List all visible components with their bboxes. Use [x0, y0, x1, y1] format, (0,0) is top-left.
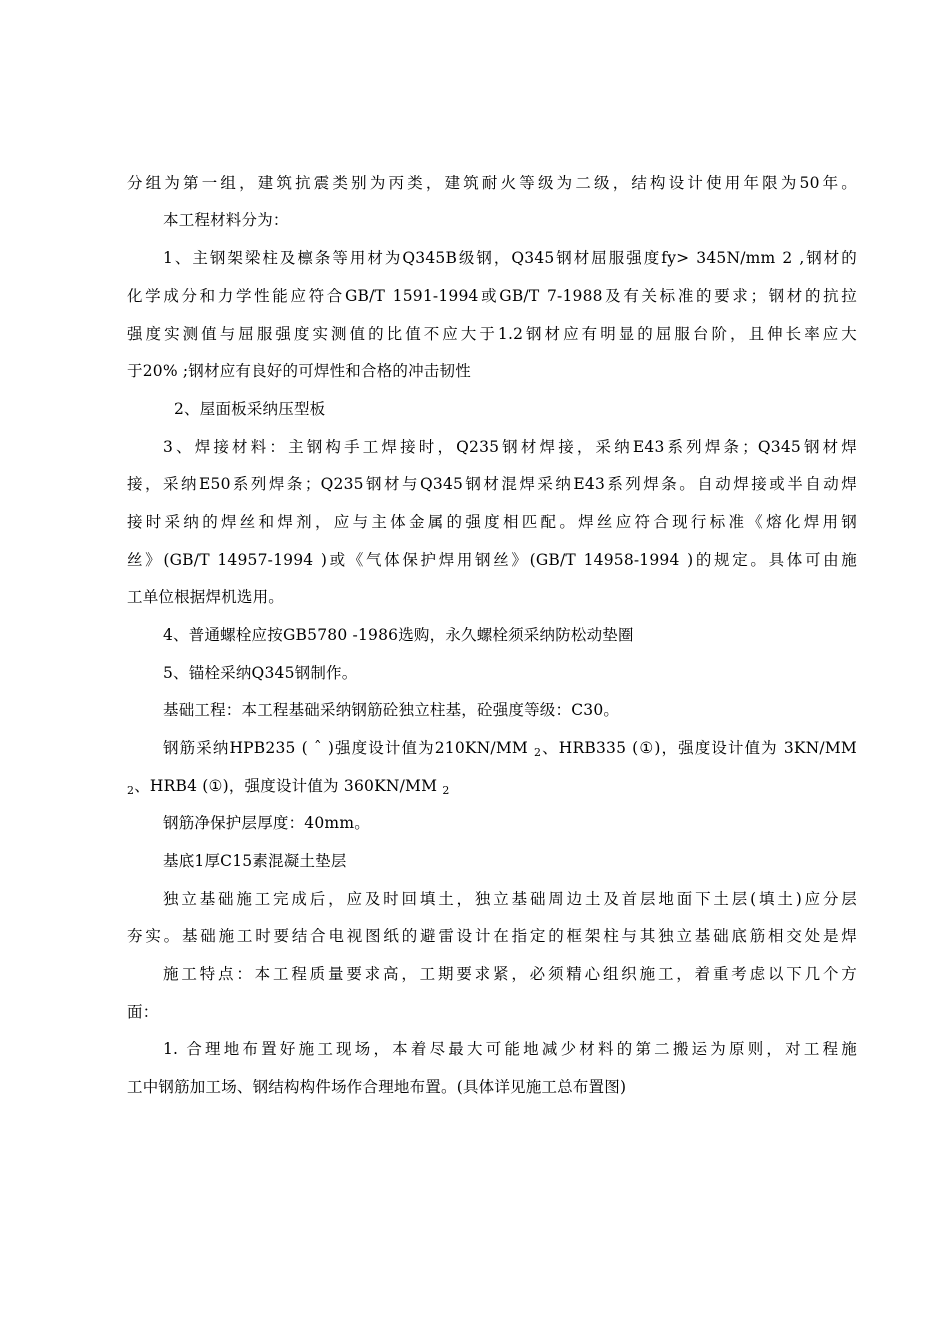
paragraph-line-21: 夯实。基础施工时要结合电视图纸的避雷设计在指定的框架柱与其独立基础底筋相交处是焊: [127, 927, 857, 945]
paragraph-line-8: 3、焊接材料：主钢构手工焊接时，Q235钢材焊接，采纳E43系列焊条；Q345钢材焊: [163, 438, 857, 456]
paragraph-line-17: [127, 774, 857, 800]
paragraph-line-23: 面：: [127, 1003, 159, 1021]
paragraph-line-14: 5、锚栓采纳Q345钢制作。: [163, 664, 358, 682]
rebar-text-b: 、HRB335 (①)，强度设计值为 3KN/MM: [541, 739, 857, 757]
paragraph-line-9: 接，采纳E50系列焊条；Q235钢材与Q345钢材混焊采纳E43系列焊条。自动焊接或半自动焊: [127, 475, 857, 493]
paragraph-line-12: 工单位根据焊机选用。: [127, 588, 285, 606]
subscript-2: 2: [534, 746, 542, 759]
paragraph-line-10: 接时采纳的焊丝和焊剂，应与主体金属的强度相匹配。焊丝应符合现行标准《熔化焊用钢: [127, 513, 857, 531]
paragraph-line-2: 本工程材料分为：: [163, 211, 289, 229]
subscript-2: 2: [442, 784, 450, 797]
paragraph-line-25: 工中钢筋加工场、钢结构构件场作合理地布置。(具体详见施工总布置图): [127, 1078, 627, 1096]
paragraph-line-5: 强度实测值与屈服强度实测值的比值不应大于1.2钢材应有明显的屈服台阶，且伸长率应大: [127, 325, 857, 343]
paragraph-line-3: 1、主钢架梁柱及檩条等用材为Q345B级钢，Q345钢材屈服强度fy> 345N/mm 2 ,钢材的: [163, 249, 857, 267]
paragraph-line-1: 分组为第一组，建筑抗震类别为丙类，建筑耐火等级为二级，结构设计使用年限为50年。: [127, 174, 857, 192]
paragraph-line-16: [163, 736, 857, 762]
paragraph-line-15: 基础工程：本工程基础采纳钢筋砼独立柱基，砼强度等级：C30。: [163, 701, 620, 719]
paragraph-line-18: 钢筋净保护层厚度：40mm。: [163, 814, 370, 832]
rebar-text-c: 、HRB4 (①)，强度设计值为 360KN/MM: [134, 777, 443, 795]
paragraph-line-22: 施工特点：本工程质量要求高，工期要求紧，必须精心组织施工，着重考虑以下几个方: [163, 965, 857, 983]
paragraph-line-20: 独立基础施工完成后，应及时回填土，独立基础周边土及首层地面下土层(填土)应分层: [163, 890, 857, 908]
paragraph-line-11: 丝》(GB/T 14957-1994 )或《气体保护焊用钢丝》(GB/T 14958-1994 )的规定。具体可由施: [127, 551, 857, 569]
rebar-text-a: 钢筋采纳HPB235 ( ˆ )强度设计值为210KN/MM: [163, 739, 535, 757]
paragraph-line-24: 1. 合理地布置好施工现场，本着尽最大可能地减少材料的第二搬运为原则，对工程施: [163, 1040, 857, 1058]
paragraph-line-6: 于20% ;钢材应有良好的可焊性和合格的冲击韧性: [127, 362, 471, 380]
paragraph-line-13: 4、普通螺栓应按GB5780 -1986选购，永久螺栓须采纳防松动垫圈: [163, 626, 634, 644]
paragraph-line-7: 2、屋面板采纳压型板: [174, 400, 326, 418]
paragraph-line-4: 化学成分和力学性能应符合GB/T 1591-1994或GB/T 7-1988及有关标准的要求；钢材的抗拉: [127, 287, 857, 305]
paragraph-line-19: 基底1厚C15素混凝土垫层: [163, 852, 347, 870]
subscript-2: 2: [127, 784, 135, 797]
